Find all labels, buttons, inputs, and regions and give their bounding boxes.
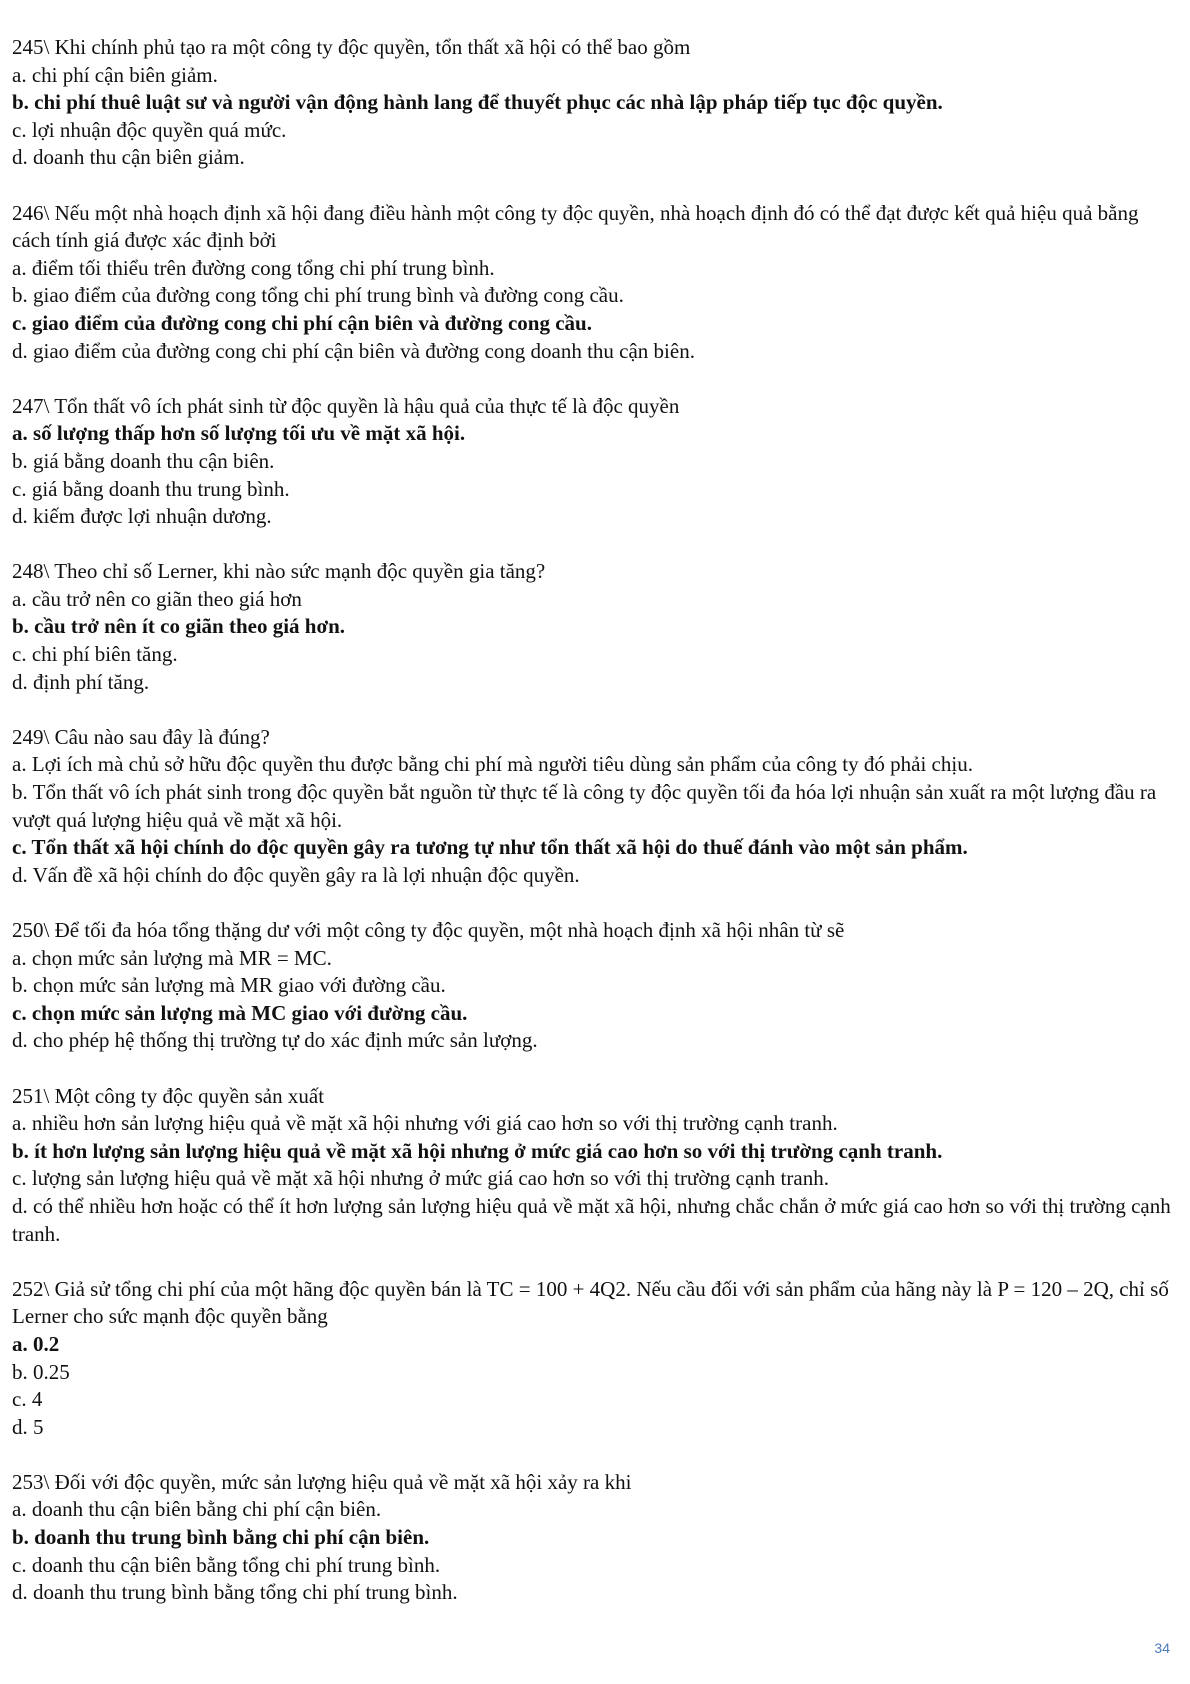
question-stem: 250\ Để tối đa hóa tổng thặng dư với một công ty độc quyền, một nhà hoạch định xã hội nhân từ sẽ xyxy=(12,918,845,942)
option-b-correct: b. chi phí thuê luật sư và người vận động hành lang để thuyết phục các nhà lập pháp tiếp tục độc quyền. xyxy=(12,90,943,115)
option-a: a. chi phí cận biên giảm. xyxy=(12,62,218,87)
option-d: d. giao điểm của đường cong chi phí cận biên và đường cong doanh thu cận biên. xyxy=(12,338,695,363)
question-stem: 246\ Nếu một nhà hoạch định xã hội đang điều hành một công ty độc quyền, nhà hoạch định đó có thể đạt được kết quả hiệu quả bằng cách tính giá được xác định bởi xyxy=(12,200,1139,253)
question-250 xyxy=(12,917,1172,1055)
option-b: b. Tổn thất vô ích phát sinh trong độc quyền bắt nguồn từ thực tế là công ty độc quyền tối đa hóa lợi nhuận sản xuất ra một lượng đầu ra vượt quá lượng hiệu quả về mặt xã hội. xyxy=(12,780,1157,832)
page-number: 34 xyxy=(1154,1640,1170,1656)
question-245 xyxy=(12,34,1172,172)
option-a: a. cầu trở nên co giãn theo giá hơn xyxy=(12,586,302,611)
question-stem: 253\ Đối với độc quyền, mức sản lượng hiệu quả về mặt xã hội xảy ra khi xyxy=(12,1469,632,1494)
question-253 xyxy=(12,1469,1172,1607)
option-a: a. chọn mức sản lượng mà MR = MC. xyxy=(12,945,332,970)
option-b: b. giao điểm của đường cong tổng chi phí trung bình và đường cong cầu. xyxy=(12,283,624,308)
option-c: c. doanh thu cận biên bằng tổng chi phí trung bình. xyxy=(12,1552,441,1577)
option-a-correct: a. 0.2 xyxy=(12,1331,60,1356)
question-247 xyxy=(12,393,1172,531)
option-c: c. chi phí biên tăng. xyxy=(12,642,178,667)
question-stem: 247\ Tổn thất vô ích phát sinh từ độc quyền là hậu quả của thực tế là độc quyền xyxy=(12,393,680,418)
option-d: d. 5 xyxy=(12,1414,44,1439)
option-d: d. doanh thu trung bình bằng tổng chi phí trung bình. xyxy=(12,1580,458,1605)
option-c: c. lượng sản lượng hiệu quả về mặt xã hội nhưng ở mức giá cao hơn so với thị trường cạnh tranh. xyxy=(12,1166,829,1191)
question-252 xyxy=(12,1276,1172,1442)
option-b-correct: b. doanh thu trung bình bằng chi phí cận biên. xyxy=(12,1525,430,1550)
option-c: c. 4 xyxy=(12,1387,43,1412)
option-a: a. doanh thu cận biên bằng chi phí cận biên. xyxy=(12,1497,382,1522)
option-a: a. Lợi ích mà chủ sở hữu độc quyền thu được bằng chi phí mà người tiêu dùng sản phẩm của công ty đó phải chịu. xyxy=(12,752,973,777)
question-stem: 248\ Theo chỉ số Lerner, khi nào sức mạnh độc quyền gia tăng? xyxy=(12,559,546,584)
option-c: c. giá bằng doanh thu trung bình. xyxy=(12,476,290,501)
option-d: d. có thể nhiều hơn hoặc có thể ít hơn lượng sản lượng hiệu quả về mặt xã hội, nhưng chắc chắn ở mức giá cao hơn so với thị trường cạnh tranh. xyxy=(12,1193,1171,1246)
option-a: a. nhiều hơn sản lượng hiệu quả về mặt xã hội nhưng với giá cao hơn so với thị trường cạnh tranh. xyxy=(12,1111,838,1136)
question-stem: 249\ Câu nào sau đây là đúng? xyxy=(12,724,270,749)
option-b-correct: b. ít hơn lượng sản lượng hiệu quả về mặt xã hội nhưng ở mức giá cao hơn so với thị trường cạnh tranh. xyxy=(12,1138,943,1163)
option-d: d. doanh thu cận biên giảm. xyxy=(12,145,245,170)
question-stem: 251\ Một công ty độc quyền sản xuất xyxy=(12,1083,325,1108)
question-248 xyxy=(12,558,1172,696)
question-251 xyxy=(12,1083,1172,1249)
option-b: b. chọn mức sản lượng mà MR giao với đường cầu. xyxy=(12,973,446,998)
option-b-correct: b. cầu trở nên ít co giãn theo giá hơn. xyxy=(12,614,346,639)
option-d: d. kiếm được lợi nhuận dương. xyxy=(12,504,272,529)
option-c: c. lợi nhuận độc quyền quá mức. xyxy=(12,117,287,142)
option-a: a. điểm tối thiểu trên đường cong tổng chi phí trung bình. xyxy=(12,255,495,280)
question-246 xyxy=(12,200,1172,366)
option-c-correct: c. Tổn thất xã hội chính do độc quyền gây ra tương tự như tổn thất xã hội do thuế đánh vào một sản phẩm. xyxy=(12,835,968,860)
question-stem: 245\ Khi chính phủ tạo ra một công ty độc quyền, tổn thất xã hội có thể bao gồm xyxy=(12,35,691,59)
option-d: d. cho phép hệ thống thị trường tự do xác định mức sản lượng. xyxy=(12,1028,538,1053)
option-b: b. 0.25 xyxy=(12,1359,70,1384)
option-d: d. định phí tăng. xyxy=(12,669,150,694)
option-b: b. giá bằng doanh thu cận biên. xyxy=(12,448,275,473)
option-c-correct: c. chọn mức sản lượng mà MC giao với đường cầu. xyxy=(12,1000,468,1025)
question-stem: 252\ Giả sử tổng chi phí của một hãng độc quyền bán là TC = 100 + 4Q2. Nếu cầu đối với sản phẩm của hãng này là P = 120 – 2Q, chỉ số Lerner cho sức mạnh độc quyền bằng xyxy=(12,1276,1169,1329)
option-a-correct: a. số lượng thấp hơn số lượng tối ưu về mặt xã hội. xyxy=(12,421,466,446)
document-page xyxy=(12,34,1172,1634)
question-249 xyxy=(12,724,1172,890)
option-c-correct: c. giao điểm của đường cong chi phí cận biên và đường cong cầu. xyxy=(12,310,592,335)
option-d: d. Vấn đề xã hội chính do độc quyền gây ra là lợi nhuận độc quyền. xyxy=(12,862,580,887)
